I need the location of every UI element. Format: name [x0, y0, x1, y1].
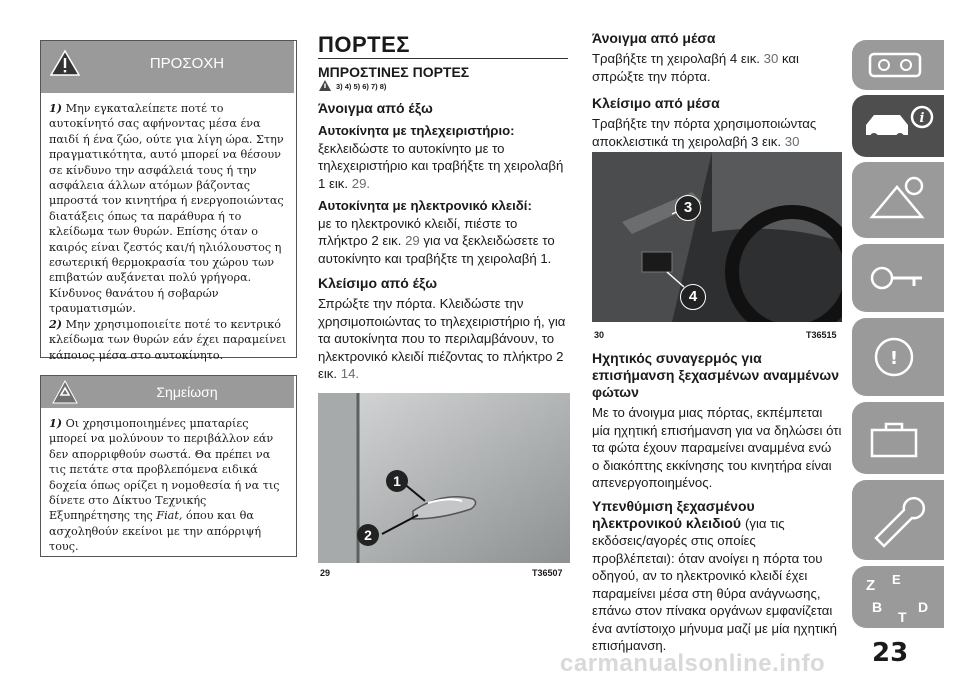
- warning-text: [49, 101, 289, 363]
- svg-text:E: E: [892, 572, 901, 587]
- figure-ref: 29: [405, 233, 420, 248]
- warning-item-text: Μην εγκαταλείπετε ποτέ το αυτοκίνητό σας αφήνοντας μέσα ένα παιδί ή ένα ζώο, ούτε για λίγη ώρα. Στην πραγματικότητα, αυτό μπορεί να θέσουν σε κίνδυνο την ασφάλειά τους ή την ασφάλεια άλλων ατόμων βάζοντας μπροστά τον κινητήρα ή ενεργοποιώντας διατάξεις όπως τα παράθυρα ή το κλείδωμα των θυρών. Επίσης όταν ο καιρός είναι ζεστός και/ή ηλιόλουστος η εσωτερική θερμοκρασία του χώρου των επιβατών αυξάνεται πολύ γρήγορα. Κίνδυνος θανάτου ή σοβαρών τραυματισμών.: [49, 102, 284, 316]
- svg-text:D: D: [918, 599, 929, 615]
- figure-30-code: T36515: [806, 330, 837, 340]
- svg-text:!: !: [889, 348, 899, 369]
- paragraph-open-inside-text: Τραβήξτε τη χειρολαβή 4 εικ.: [592, 51, 760, 66]
- paragraph-key-text: με το ηλεκτρονικό κλειδί, πιέστε το πλήκτρο 2 εικ.: [318, 215, 518, 248]
- warning-item-number: 2): [49, 316, 63, 331]
- wrench-icon: [852, 480, 944, 560]
- dashboard-icon: [852, 40, 944, 90]
- callout-2: 2: [357, 524, 379, 546]
- key-icon: [852, 244, 944, 312]
- paragraph-open-inside: [592, 50, 842, 85]
- note-text: [49, 416, 289, 555]
- heading-key: Αυτοκίνητα με ηλεκτρονικό κλειδί: [318, 198, 528, 213]
- paragraph-close-outside: [318, 295, 570, 383]
- figure-30-number: 30: [594, 330, 605, 340]
- side-tab-index[interactable]: [852, 566, 944, 628]
- interior-door-illustration: [592, 152, 842, 322]
- title-rule: [318, 58, 568, 59]
- figure-29-code: T36507: [532, 568, 563, 578]
- heading-open-outside: Άνοιγμα από έξω: [318, 100, 433, 116]
- heading-key-reminder-text: Υπενθύμιση ξεχασμένου ηλεκτρονικού κλειδιού: [592, 497, 755, 531]
- note-item-text-end: όπου και θα ασχοληθούν εκείνοι με την απόρριψή τους.: [49, 509, 262, 554]
- note-item-number: 1): [49, 416, 63, 430]
- warning-ref-icon: [318, 79, 332, 92]
- page-number: 23: [872, 638, 909, 668]
- figure-30-photo: [592, 152, 842, 322]
- side-tab-maintenance[interactable]: [852, 480, 944, 560]
- side-tab-emergency[interactable]: [852, 402, 944, 474]
- right-text-bottom: [592, 350, 842, 655]
- heading-key-reminder: [592, 498, 842, 655]
- recycle-note-icon: [52, 380, 78, 404]
- svg-text:B: B: [872, 599, 883, 615]
- paragraph-key-reminder: (για τις εκδόσεις/αγορές στις οποίες προβλέπεται): όταν ανοίγει η πόρτα του οδηγού, αν το ηλεκτρονικό κλειδί έχει παραμείνει μέσα στη θύρα ανάγνωσης, επάνω στον πίνακα οργάνων εμφανίζεται ένα αντίστοιχο μήνυμα μαζί με μία ηχητική επισήμανση.: [592, 515, 837, 653]
- heading-remote: Αυτοκίνητα με τηλεχειριστήριο: [318, 123, 511, 138]
- callout-1: 1: [386, 470, 408, 492]
- figure-ref: 30: [784, 133, 800, 149]
- heading-lights-buzzer: Ηχητικός συναγερμός για επισήμανση ξεχασμένων αναμμένων φώτων: [592, 350, 839, 400]
- warning-refs: 3) 4) 5) 6) 7) 8): [336, 82, 387, 91]
- svg-text:i: i: [919, 111, 925, 126]
- paragraph-open-inside-end: και σπρώξτε την πόρτα.: [592, 51, 799, 84]
- warning-item-number: 1): [49, 101, 63, 115]
- paragraph-lights-buzzer: Με το άνοιγμα μιας πόρτας, εκπέμπεται μία ηχητική επισήμανση για να δηλώσει ότι τα φώτα έχουν παραμείνει αναμμένα ενώ ο διακόπτης εκκίνησης του κινητήρα είναι απενεργοποιημένος.: [592, 405, 842, 490]
- svg-text:Z: Z: [866, 577, 876, 594]
- paragraph-key-text-end: για να ξεκλειδώσετε το αυτοκίνητο και τραβήξτε τη χειρολαβή 1.: [318, 233, 555, 266]
- warning-title: ΠΡΟΣΟΧΗ: [149, 55, 225, 72]
- paragraph-close-inside: [592, 115, 842, 150]
- safety-icon: [852, 162, 944, 238]
- side-tab-car-info[interactable]: [852, 95, 944, 157]
- right-text-top: [592, 30, 842, 150]
- paragraph-close-inside-text: Τραβήξτε την πόρτα χρησιμοποιώντας αποκλειστικά τη χειρολαβή 3 εικ.: [592, 116, 817, 149]
- warning-item-text: Μην χρησιμοποιείτε ποτέ το κεντρικό κλείδωμα των θυρών εάν έχει παραμείνει κάποιος μέσα στο αυτοκίνητο.: [49, 317, 287, 362]
- heading-close-outside: Κλείσιμο από έξω: [318, 275, 438, 291]
- note-item-text: Οι χρησιμοποιημένες μπαταρίες μπορεί να μολύνουν το περιβάλλον εάν δεν απορριφθούν σωστά. Θα πρέπει να τις πετάτε στα προβλεπόμενα ειδικά δοχεία όπως ορίζει η νομοθεσία ή να τις δίνετε στο Δίκτυο Τεχνικής Εξυπηρέτησης της: [49, 417, 280, 523]
- paragraph-remote-text: ξεκλειδώστε το αυτοκίνητο με το τηλεχειριστήριο και τραβήξτε τη χειρολαβή 1 εικ.: [318, 140, 564, 191]
- watermark: carmanualsonline.info: [560, 650, 826, 677]
- side-tab-safety[interactable]: [852, 162, 944, 238]
- callout-3: 3: [675, 195, 701, 221]
- toolbox-icon: [852, 402, 944, 474]
- figure-29-number: 29: [320, 568, 331, 578]
- section-title: ΠΟΡΤΕΣ: [318, 32, 410, 57]
- side-tab-warning-lights[interactable]: [852, 318, 944, 396]
- figure-ref: 30: [763, 51, 779, 66]
- paragraph-remote: Αυτοκίνητα με τηλεχειριστήριο: ξεκλειδώστε το αυτοκίνητο με το τηλεχειριστήριο και τραβήξτε τη χειρολαβή 1 εικ. 29.: [318, 123, 564, 191]
- paragraph-key: Αυτοκίνητα με ηλεκτρονικό κλειδί: με το ηλεκτρονικό κλειδί, πιέστε το πλήκτρο 2 εικ. 29 για να ξεκλειδώσετε το αυτοκίνητο και τραβήξτε τη χειρολαβή 1.: [318, 198, 555, 266]
- side-tab-starting[interactable]: [852, 244, 944, 312]
- alphabet-index-icon: [852, 566, 944, 628]
- warning-triangle-icon: [50, 49, 80, 77]
- figure-ref: 29.: [351, 175, 371, 191]
- door-handle-illustration: [318, 393, 570, 563]
- middle-text: [318, 100, 570, 383]
- heading-close-inside: Κλείσιμο από μέσα: [592, 95, 720, 111]
- paragraph-close-text: Σπρώξτε την πόρτα. Κλειδώστε την χρησιμοποιώντας το τηλεχειριστήριο ή, για τα αυτοκίνητα που το περιλαμβάνουν, το ηλεκτρονικό κλειδί πιέζοντας το πλήκτρο 2 εικ.: [318, 296, 566, 381]
- subsection-title: ΜΠΡΟΣΤΙΝΕΣ ΠΟΡΤΕΣ: [318, 64, 470, 80]
- note-title: Σημείωση: [156, 384, 218, 400]
- car-info-icon: [852, 95, 944, 157]
- warning-light-icon: [852, 318, 944, 396]
- side-tab-dashboard[interactable]: [852, 40, 944, 90]
- svg-text:T: T: [898, 609, 907, 625]
- callout-4: 4: [680, 284, 706, 310]
- heading-open-inside: Άνοιγμα από μέσα: [592, 30, 716, 46]
- figure-29-photo: [318, 393, 570, 563]
- figure-ref: 14.: [340, 366, 360, 381]
- note-item-brand: Fiat,: [156, 509, 183, 523]
